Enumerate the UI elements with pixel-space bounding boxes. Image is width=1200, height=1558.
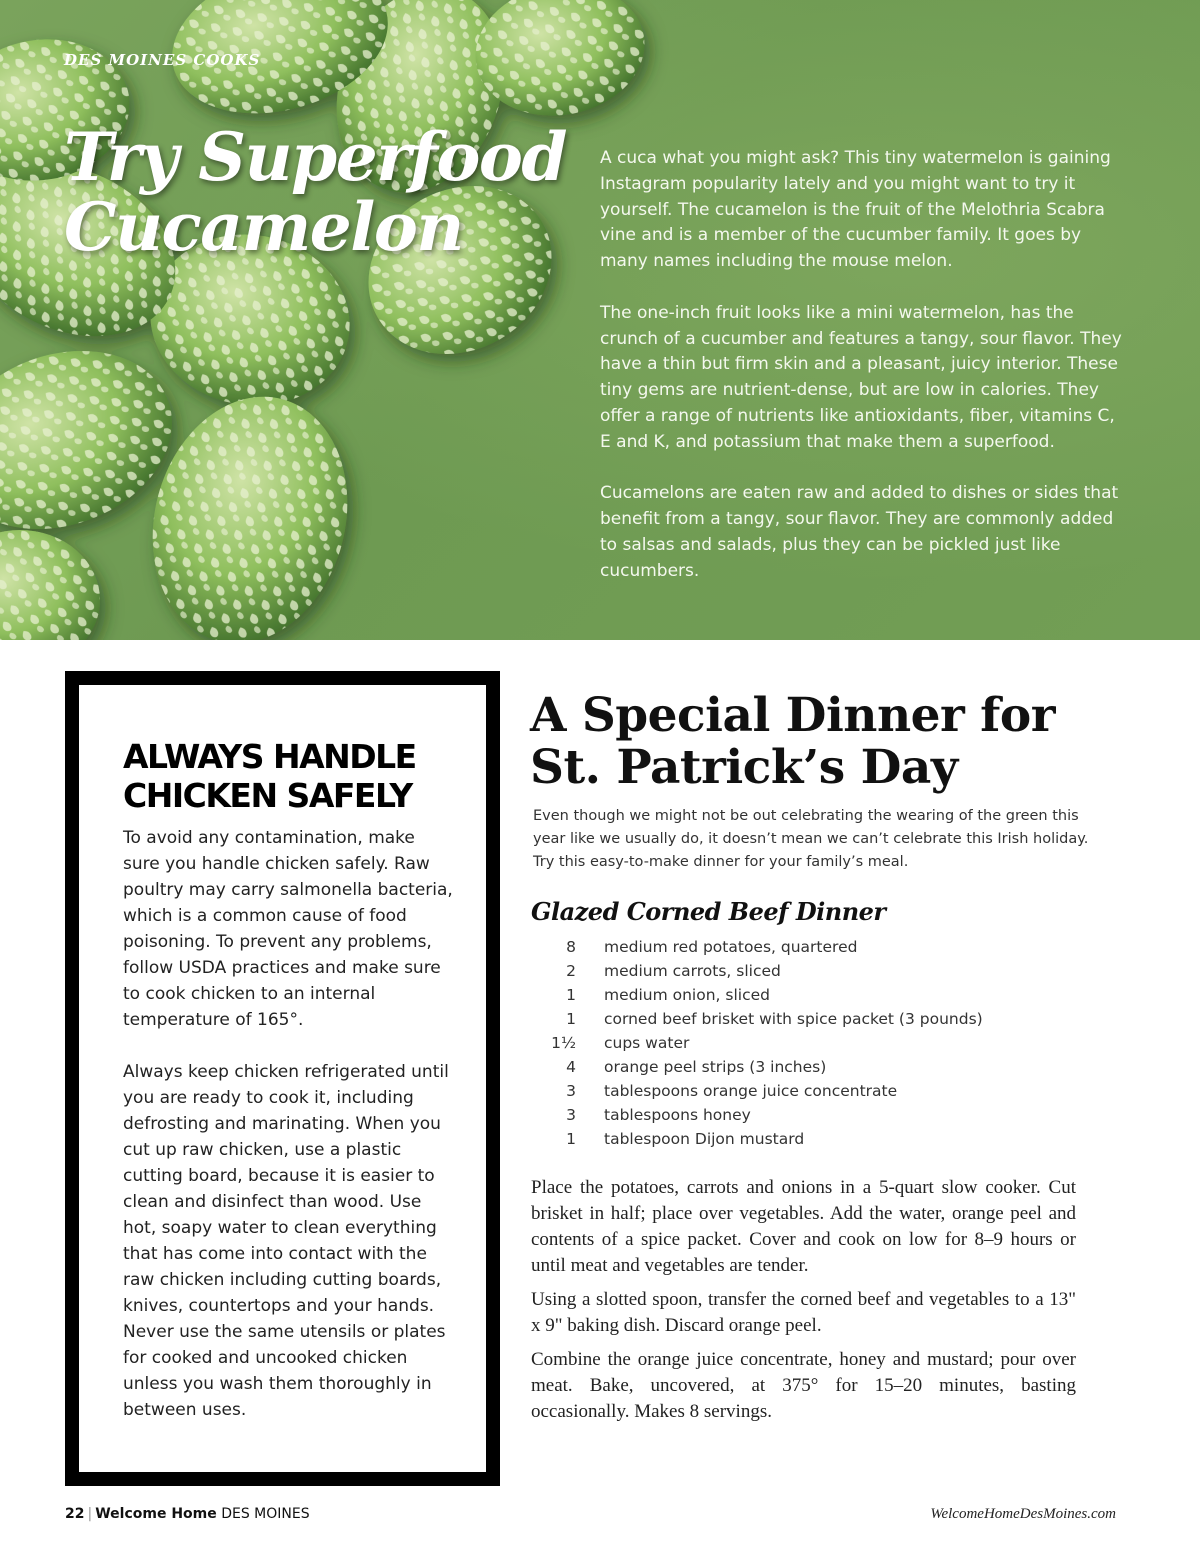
ingredient-row <box>536 1103 1096 1127</box>
article-title-line-1: A Special Dinner for <box>530 688 1055 743</box>
ingredient-text: cups water <box>604 1034 690 1052</box>
hero-paragraph: The one-inch fruit looks like a mini watermelon, has the crunch of a cucumber and features a tangy, sour flavor. They have a thin but firm skin and a pleasant, juicy interior. These tiny gems are nutrient-dense, but are low in calories. They offer a range of nutrients like antioxidants, fiber, vitamins C, E and K, and potassium that make them a superfood. <box>600 302 1122 452</box>
ingredient-qty: 2 <box>566 962 576 980</box>
ingredient-text: tablespoons orange juice concentrate <box>604 1082 898 1100</box>
hero-body <box>600 146 1130 610</box>
ingredient-qty: 1 <box>566 1130 576 1148</box>
hero-title-line-2: Cucamelon <box>64 188 463 266</box>
ingredient-list <box>536 935 1096 1151</box>
ingredient-row <box>536 1079 1096 1103</box>
ingredient-row <box>536 1031 1096 1055</box>
ingredient-qty: 1 <box>566 1010 576 1028</box>
section-kicker: DES MOINES COOKS <box>64 51 261 69</box>
sidebar-paragraph: Always keep chicken refrigerated until you are ready to cook it, including defrosting and marinating. When you cut up raw chicken, use a plastic cutting board, because it is easier to clean and disinfect than wood. Use hot, soapy water to clean everything that has come into contact with the raw chicken including cutting boards, knives, countertops and your hands. Never use the same utensils or plates for cooked and uncooked chicken unless you wash them thoroughly in between uses. <box>123 1062 449 1420</box>
ingredient-qty: 1 <box>566 986 576 1004</box>
ingredient-text: orange peel strips (3 inches) <box>604 1058 827 1076</box>
footer-separator: | <box>87 1506 93 1522</box>
ingredient-row <box>536 1127 1096 1151</box>
ingredient-qty: 8 <box>566 938 576 956</box>
website-link[interactable]: WelcomeHomeDesMoines.com <box>930 1506 1116 1522</box>
ingredient-text: corned beef brisket with spice packet (3 pounds) <box>604 1010 983 1028</box>
article-title <box>530 690 1170 794</box>
ingredient-text: medium red potatoes, quartered <box>604 938 858 956</box>
direction-paragraph: Using a slotted spoon, transfer the corned beef and vegetables to a 13" x 9" baking dish. Discard orange peel. <box>531 1289 1076 1336</box>
melon-9 <box>0 530 100 640</box>
page-number: 22 <box>65 1506 85 1522</box>
direction-paragraph: Place the potatoes, carrots and onions in a 5-quart slow cooker. Cut brisket in half; place over vegetables. Add the water, orange peel and contents of a spice packet. Cover and cook on low for 8–9 hours or until meat and vegetables are tender. <box>531 1177 1076 1276</box>
ingredient-text: tablespoons honey <box>604 1106 751 1124</box>
direction-paragraph: Combine the orange juice concentrate, honey and mustard; pour over meat. Bake, uncovered, at 375° for 15–20 minutes, basting occasionally. Makes 8 servings. <box>531 1349 1076 1422</box>
ingredient-row <box>536 983 1096 1007</box>
sidebar-title-line-2: CHICKEN SAFELY <box>123 776 412 815</box>
recipe-title: Glazed Corned Beef Dinner <box>531 897 886 926</box>
ingredient-qty: 4 <box>566 1058 576 1076</box>
ingredient-qty: 3 <box>566 1106 576 1124</box>
chicken-safety-box <box>65 671 500 1486</box>
hero-title <box>64 118 584 266</box>
ingredient-qty: 1½ <box>551 1034 576 1052</box>
ingredient-row <box>536 1055 1096 1079</box>
hero-paragraph: Cucamelons are eaten raw and added to dishes or sides that benefit from a tangy, sour flavor. They are commonly added to salsas and salads, plus they can be pickled just like cucumbers. <box>600 483 1119 581</box>
ingredient-qty: 3 <box>566 1082 576 1100</box>
ingredient-text: medium onion, sliced <box>604 986 770 1004</box>
ingredient-row <box>536 1007 1096 1031</box>
article-title-line-2: St. Patrick’s Day <box>530 740 958 795</box>
ingredient-text: medium carrots, sliced <box>604 962 781 980</box>
hero-title-line-1: Try Superfood <box>64 118 567 196</box>
article-intro: Even though we might not be out celebrating the wearing of the green this year like we usually do, it doesn’t mean we can’t celebrate this Irish holiday. Try this easy-to-make dinner for your family’s meal. <box>533 808 1089 870</box>
sidebar-paragraph: To avoid any contamination, make sure you handle chicken safely. Raw poultry may carry salmonella bacteria, which is a common cause of food poisoning. To prevent any problems, follow USDA practices and make sure to cook chicken to an internal temperature of 165°. <box>123 828 453 1030</box>
publication-name: Welcome Home <box>95 1506 217 1522</box>
hero-section <box>0 0 1200 640</box>
hero-paragraph: A cuca what you might ask? This tiny watermelon is gaining Instagram popularity lately and you might want to try it yourself. The cucamelon is the fruit of the Melothria Scabra vine and is a member of the cucumber family. It goes by many names including the mouse melon. <box>600 148 1111 272</box>
ingredient-row <box>536 959 1096 983</box>
publication-city: DES MOINES <box>221 1506 310 1522</box>
sidebar-body <box>123 825 453 1449</box>
sidebar-title-line-1: ALWAYS HANDLE <box>123 737 416 776</box>
ingredient-text: tablespoon Dijon mustard <box>604 1130 805 1148</box>
page-footer-left <box>65 1506 310 1522</box>
recipe-directions <box>531 1175 1076 1433</box>
ingredient-row <box>536 935 1096 959</box>
sidebar-title <box>123 737 483 815</box>
